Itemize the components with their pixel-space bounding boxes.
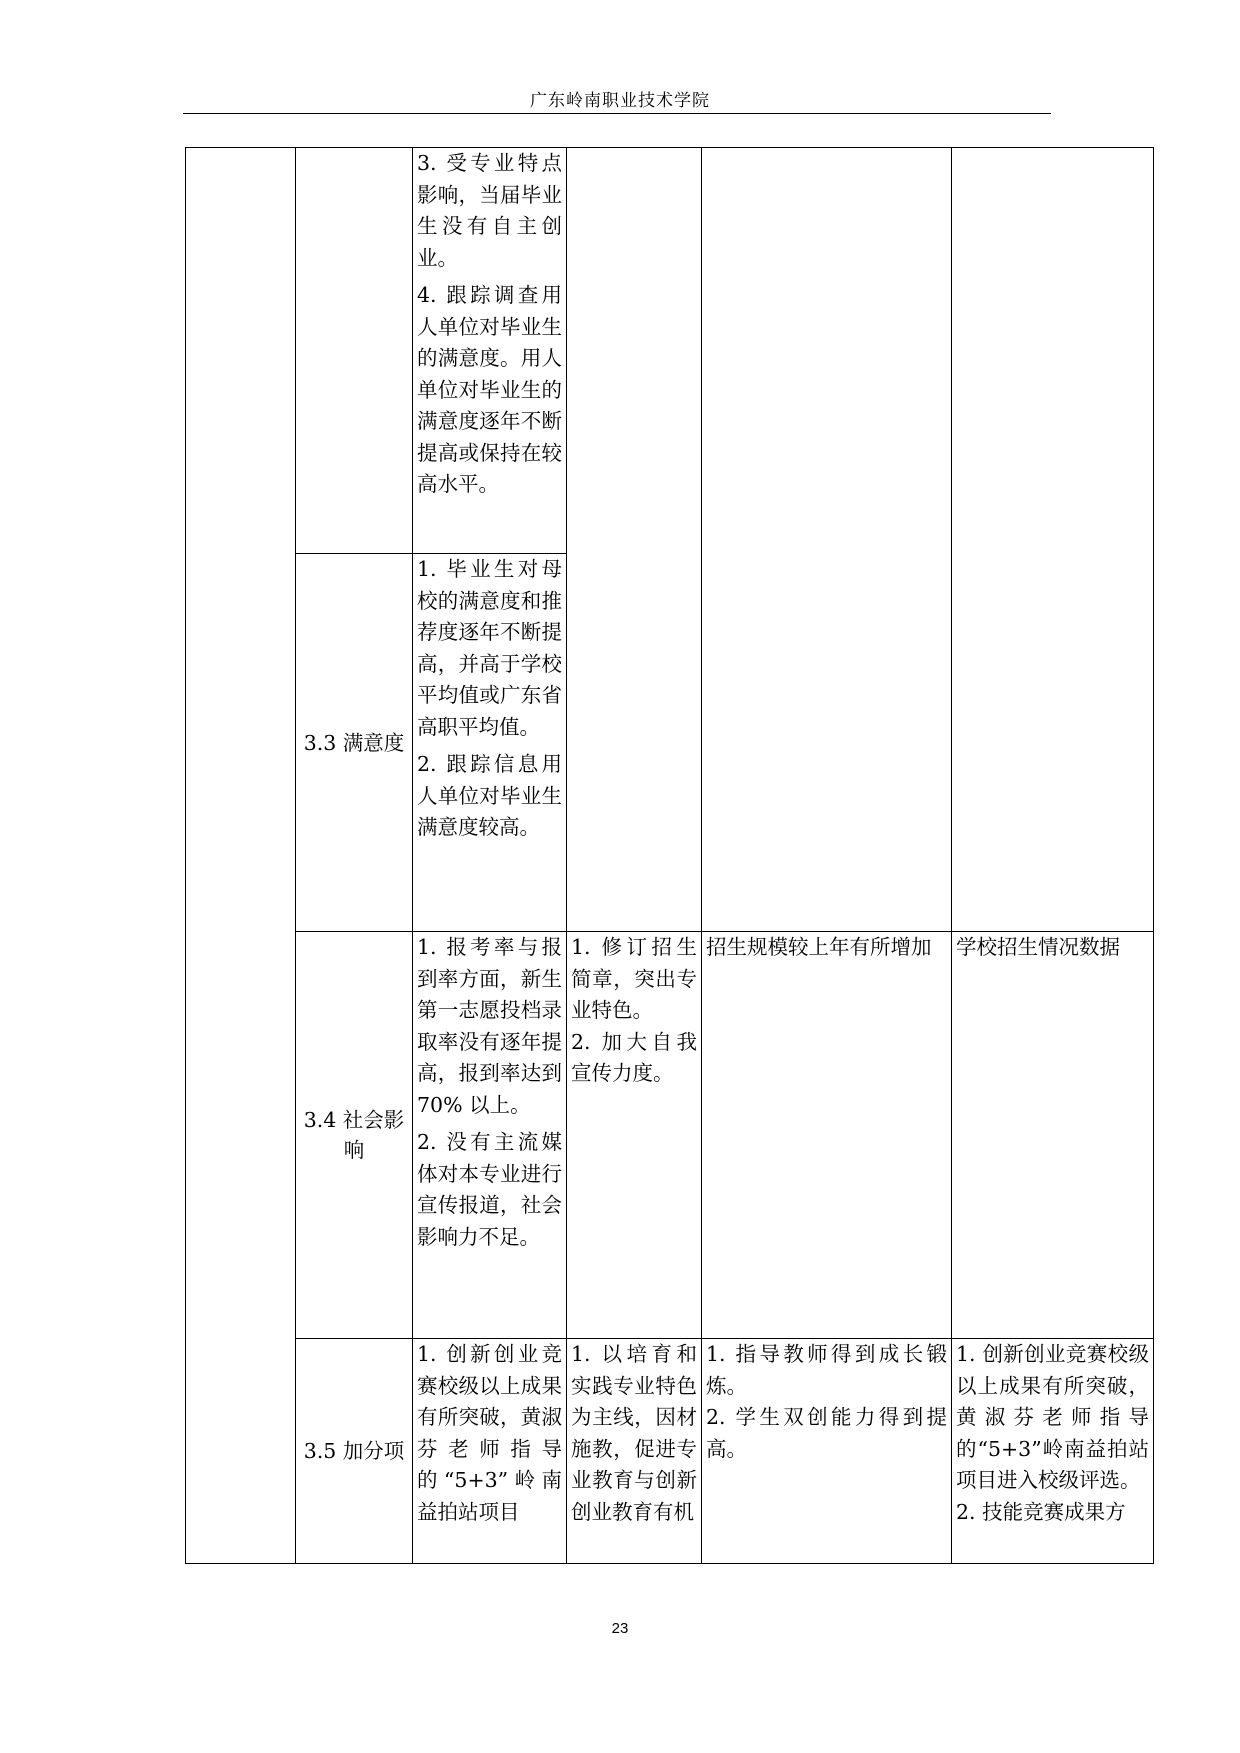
page-number: 23 bbox=[611, 1620, 629, 1637]
table-row bbox=[186, 1339, 1154, 1564]
evidence-cell bbox=[952, 932, 1154, 1339]
measures-cell bbox=[567, 932, 702, 1339]
index-cell: 3.3 满意度 bbox=[296, 554, 413, 932]
status-cell bbox=[413, 932, 567, 1339]
category-cell bbox=[186, 148, 296, 1564]
status-paragraph: 1. 创新创业竞赛校级以上成果有所突破，黄淑芬老师指导的“5+3”岭南益拍站项目 bbox=[417, 1342, 562, 1524]
effects-paragraph: 招生规模较上年有所增加 bbox=[706, 935, 932, 959]
status-paragraph: 1. 毕业生对母校的满意度和推荐度逐年不断提高，并高于学校平均值或广东省高职平均值。 bbox=[417, 557, 562, 739]
table-row bbox=[186, 148, 1154, 554]
status-cell bbox=[413, 148, 567, 554]
status-paragraph: 4. 跟踪调查用人单位对毕业生的满意度。用人单位对毕业生的满意度逐年不断提高或保持在较高水平。 bbox=[417, 283, 562, 496]
measures-paragraph: 2. 加大自我宣传力度。 bbox=[571, 1029, 697, 1085]
measures-paragraph: 1. 修订招生简章，突出专业特色。 bbox=[571, 935, 697, 1022]
evidence-cell bbox=[952, 148, 1154, 932]
index-cell: 3.5 加分项 bbox=[296, 1339, 413, 1564]
page-header-title: 广东岭南职业技术学院 bbox=[530, 91, 710, 111]
evidence-cell bbox=[952, 1339, 1154, 1564]
header-divider bbox=[183, 113, 1051, 114]
effects-paragraph: 1. 指导教师得到成长锻炼。 bbox=[706, 1342, 947, 1398]
evidence-paragraph: 学校招生情况数据 bbox=[956, 935, 1120, 959]
table-row bbox=[186, 932, 1154, 1339]
status-cell bbox=[413, 554, 567, 932]
status-cell bbox=[413, 1339, 567, 1564]
measures-cell bbox=[567, 148, 702, 932]
status-paragraph: 2. 跟踪信息用人单位对毕业生满意度较高。 bbox=[417, 752, 562, 839]
effects-paragraph: 2. 学生双创能力得到提高。 bbox=[706, 1405, 947, 1461]
evidence-paragraph: 2. 技能竞赛成果方 bbox=[956, 1499, 1126, 1524]
effects-cell bbox=[702, 148, 952, 932]
measures-paragraph: 1. 以培育和实践专业特色为主线，因材施教，促进专业教育与创新创业教育有机 bbox=[571, 1342, 697, 1524]
evidence-paragraph: 1. 创新创业竞赛校级以上成果有所突破，黄淑芬老师指导的“5+3”岭南益拍站项目进入校级评选。 bbox=[956, 1342, 1149, 1492]
status-paragraph: 1. 报考率与报到率方面，新生第一志愿投档录取率没有逐年提高，报到率达到 70% 以上。 bbox=[417, 935, 562, 1117]
evaluation-table bbox=[185, 147, 1154, 1564]
status-paragraph: 3. 受专业特点影响，当届毕业生没有自主创业。 bbox=[417, 151, 562, 270]
index-cell bbox=[296, 148, 413, 554]
effects-cell bbox=[702, 1339, 952, 1564]
effects-cell bbox=[702, 932, 952, 1339]
status-paragraph: 2. 没有主流媒体对本专业进行宣传报道，社会影响力不足。 bbox=[417, 1130, 562, 1249]
index-cell: 3.4 社会影响 bbox=[296, 932, 413, 1339]
measures-cell bbox=[567, 1339, 702, 1564]
